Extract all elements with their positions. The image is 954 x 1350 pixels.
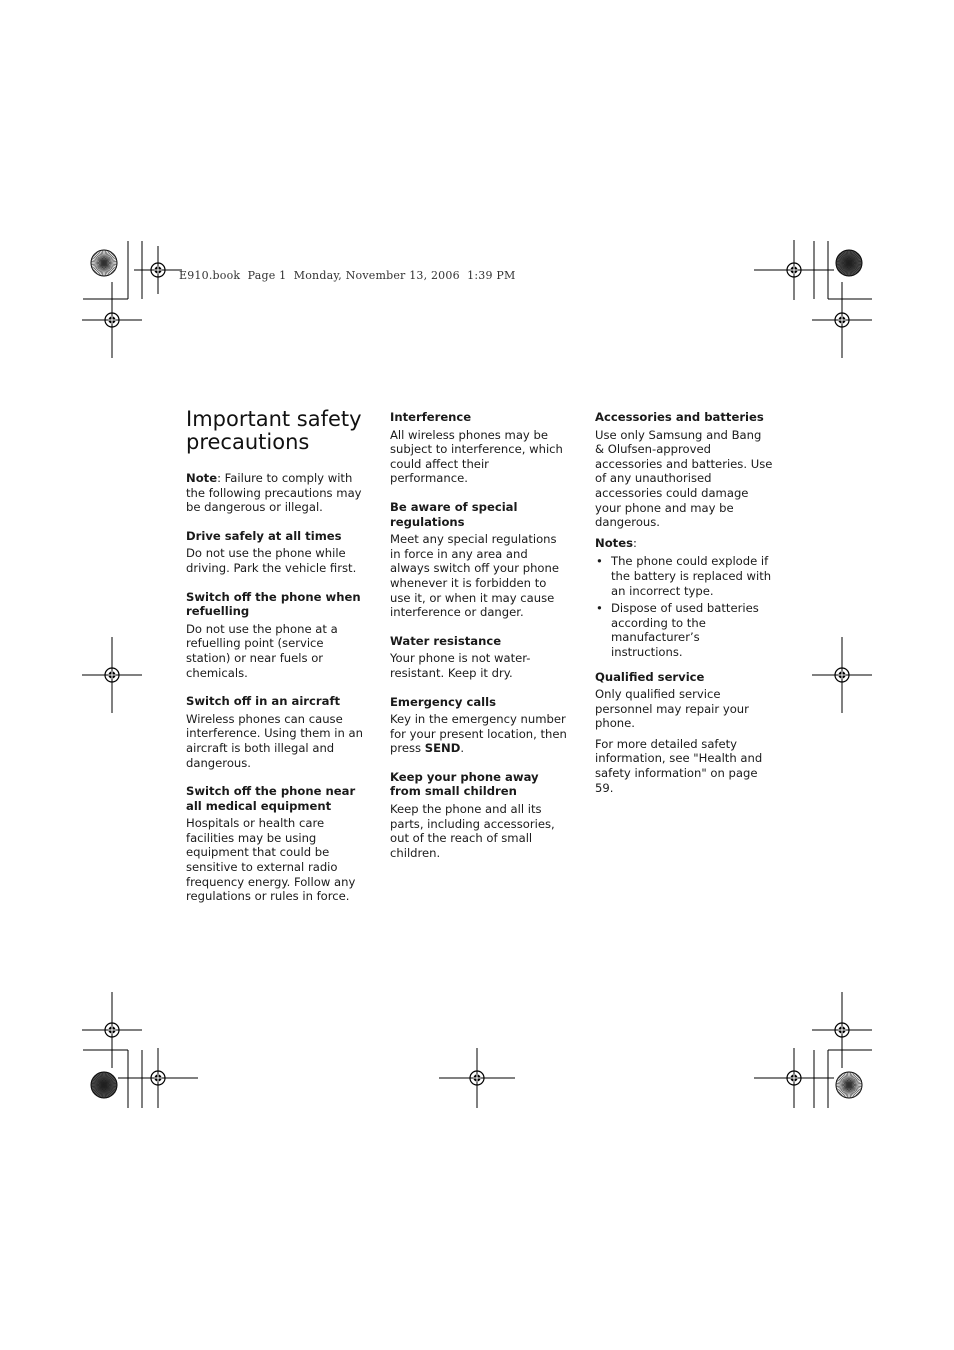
send-key-label: SEND	[424, 741, 461, 756]
section-body: Do not use the phone at a refuelling point (service station) or near fuels or chemicals.	[186, 621, 338, 680]
section-body: Meet any special regulations in force in any area and always switch off your phone whenever it is forbidden to use it, or when it may cause interference or danger.	[390, 532, 559, 620]
section-title: Be aware of special regulations	[390, 499, 518, 529]
section-body: Your phone is not water-resistant. Keep it dry.	[390, 651, 531, 680]
intro-note	[186, 471, 364, 515]
section-body: Do not use the phone while driving. Park the vehicle first.	[186, 546, 357, 575]
section-title: Emergency calls	[390, 694, 497, 709]
emergency-text: Key in the emergency number for your present location, then press	[390, 712, 567, 756]
note-text: : Failure to comply with the following precautions may be dangerous or illegal.	[186, 471, 362, 515]
notes-label: Notes	[595, 535, 633, 550]
page-title: Important safety precautions	[186, 407, 362, 454]
file-header: E910.book Page 1 Monday, November 13, 2006 1:39 PM	[179, 269, 516, 282]
section-body: Use only Samsung and Bang & Olufsen-approved accessories and batteries. Use of any unauthorised accessories could damage your phone and may be dangerous.	[595, 427, 773, 530]
section-body: Hospitals or health care facilities may be using equipment that could be sensitive to external radio frequency energy. Follow any regulations or rules in force.	[186, 816, 356, 904]
section-title: Drive safely at all times	[186, 528, 342, 543]
emergency-text-end: .	[460, 741, 465, 756]
section-title: Switch off the phone when refuelling	[186, 589, 361, 619]
notes-heading	[595, 536, 773, 551]
note-label: Note	[186, 471, 218, 485]
list-item: • The phone could explode if the battery is replaced with an incorrect type.	[595, 554, 773, 598]
column-2	[390, 408, 568, 874]
section-title: Qualified service	[595, 669, 705, 684]
section-body: Only qualified service personnel may repair your phone.	[595, 687, 749, 731]
list-item: • Dispose of used batteries according to the manufacturer’s instructions.	[595, 601, 773, 659]
section-title: Accessories and batteries	[595, 410, 764, 424]
section-body: Wireless phones can cause interference. Using them in an aircraft is both illegal and dangerous.	[186, 711, 363, 770]
more-info-text: For more detailed safety information, see "Health and safety information" on page 59.	[595, 736, 763, 795]
section-title: Switch off the phone near all medical equipment	[186, 784, 356, 813]
section-body	[390, 712, 568, 756]
section-title: Water resistance	[390, 633, 502, 648]
section-body: Keep the phone and all its parts, including accessories, out of the reach of small children.	[390, 802, 555, 860]
section-title: Switch off in an aircraft	[186, 694, 341, 709]
section-title: Interference	[390, 410, 472, 424]
notes-list	[595, 554, 773, 659]
notes-colon: :	[632, 535, 637, 550]
section-body: All wireless phones may be subject to interference, which could affect their performance.	[390, 427, 563, 486]
column-3	[595, 408, 773, 801]
column-1	[186, 408, 364, 918]
section-title: Keep your phone away from small children	[390, 769, 539, 799]
